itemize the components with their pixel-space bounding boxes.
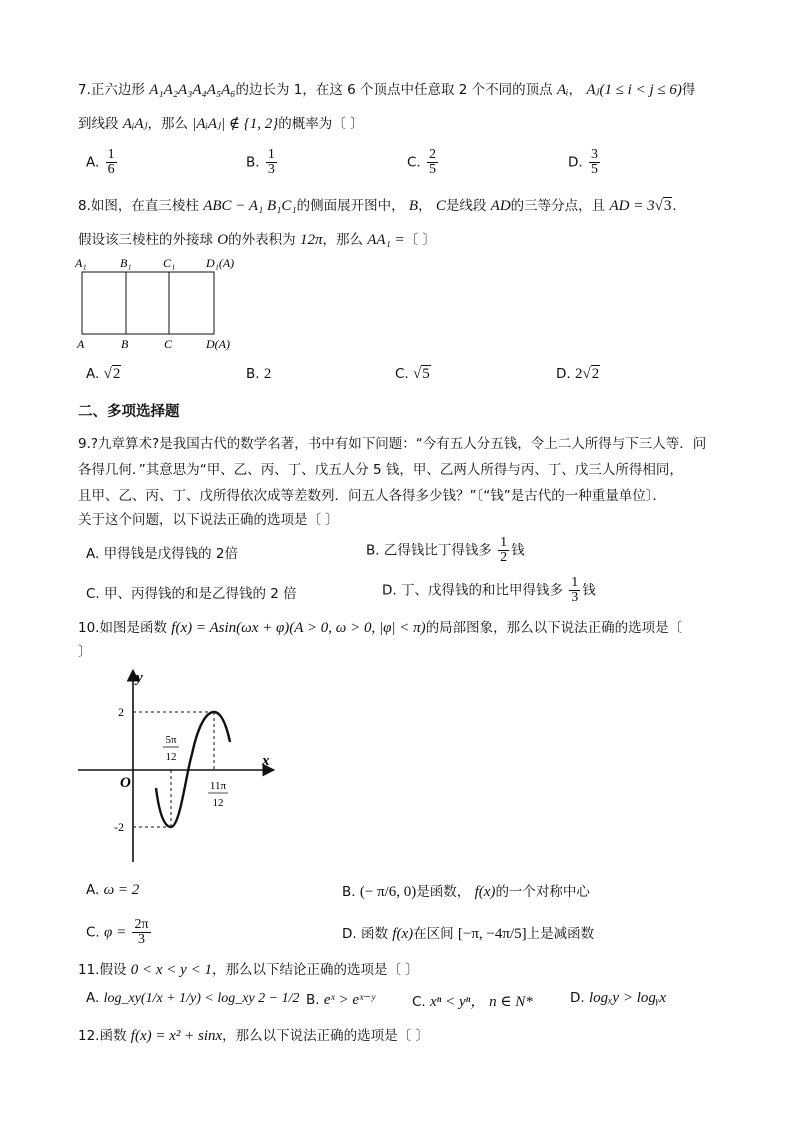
numerator: 3 — [590, 147, 598, 162]
fraction — [427, 148, 438, 177]
q7-text: 的边长为 1，在这 6 个顶点中任意取 2 个不同的顶点 — [235, 82, 553, 98]
q8-ad-equation: AD = 3 — [609, 198, 655, 214]
y-label: y — [136, 670, 143, 686]
option-text: 钱 — [582, 582, 596, 599]
fraction — [106, 148, 117, 177]
q7-text: ， — [568, 82, 583, 98]
q7-text: 7.正六边形 — [78, 82, 145, 98]
label-a: A — [77, 337, 85, 351]
option-text: D. 函数 — [342, 926, 388, 942]
q8-text: 8.如图，在直三棱柱 — [78, 198, 199, 214]
q8-unfolded-prism-figure — [72, 254, 242, 354]
fraction — [589, 148, 600, 177]
sqrt: √2 — [103, 366, 121, 382]
label-c: C — [164, 337, 173, 351]
option-math: φ = — [104, 924, 127, 941]
option-text: D. 丁、戊得钱的和比甲得钱多 — [382, 582, 563, 599]
numerator: 1 — [500, 535, 508, 550]
y-min-label: -2 — [114, 820, 124, 834]
radicand: 5 — [422, 366, 430, 382]
q7-ai-math: Aᵢ — [556, 82, 569, 98]
sqrt: 2√2 — [574, 366, 600, 382]
fraction — [266, 148, 277, 177]
q11-option-a[interactable] — [86, 990, 300, 1007]
q10-stem-line1 — [78, 616, 682, 637]
q8-stem-line1 — [78, 194, 686, 215]
option-math: f(x) — [474, 884, 496, 900]
label-d: D(A) — [206, 337, 230, 351]
option-label: C. — [407, 154, 421, 171]
option-text: 在区间 — [413, 926, 454, 942]
q10-text: 10.如图是函数 — [78, 620, 167, 636]
q7-hexagon-math: A₁A₂A₃A₄A₅A₆ — [149, 82, 236, 98]
q8-text: 的侧面展开图中， — [296, 198, 405, 214]
option-math: [−π, −4π/5] — [457, 926, 527, 942]
q8-text: 〔 〕 — [404, 232, 436, 248]
denominator: 3 — [571, 590, 579, 605]
sqrt: √3 — [654, 198, 672, 214]
option-label: D. — [570, 990, 585, 1006]
q10-text: 的局部图象，那么以下说法正确的选项是〔 — [425, 620, 683, 636]
q9-stem-line4: 关于这个问题，以下说法正确的选项是〔 〕 — [78, 512, 339, 528]
q7-text: 的概率为〔 〕 — [278, 116, 364, 132]
q7-text: 得 — [681, 82, 696, 98]
q8-text: ，那么 — [322, 232, 363, 248]
x2-numerator: 11π — [209, 780, 227, 792]
q9-option-a[interactable]: A. 甲得钱是戊得钱的 2倍 — [86, 546, 238, 562]
fraction — [132, 918, 150, 947]
section-heading-multiple-choice: 二、多项选择题 — [78, 404, 180, 420]
q10-function-graph — [72, 664, 287, 870]
option-text: 上是减函数 — [526, 926, 595, 942]
option-label: A. — [86, 154, 100, 171]
x-label: x — [262, 753, 270, 769]
denominator: 3 — [267, 162, 275, 177]
option-label: A. — [86, 366, 100, 382]
q7-stem-line2 — [78, 112, 364, 133]
denominator: 5 — [429, 162, 437, 177]
radicand: 2 — [112, 366, 121, 382]
option-text: 是函数， — [416, 884, 471, 900]
option-label: B. — [246, 154, 260, 171]
option-label: C. — [412, 994, 426, 1010]
q8-option-d[interactable] — [556, 366, 600, 383]
label-a1: A₁ — [75, 256, 87, 270]
q8-aa1: AA₁ = — [367, 232, 405, 248]
option-value: 2 — [263, 366, 272, 382]
q9-stem-line1: 9.?九章算术?是我国古代的数学名著，书中有如下问题：“今有五人分五钱，令上二人所得与下三人等．问 — [78, 436, 707, 452]
denominator: 6 — [107, 162, 115, 177]
q12-text: 12.函数 — [78, 1028, 127, 1044]
q8-text: 的外表积为 — [228, 232, 296, 248]
q11-condition-math: 0 < x < y < 1 — [130, 962, 212, 978]
label-b1: B₁ — [120, 256, 132, 270]
x1-denominator: 12 — [165, 751, 177, 763]
option-math: ω = 2 — [103, 882, 140, 898]
q8-option-a[interactable] — [86, 366, 121, 383]
q11-option-b[interactable] — [306, 990, 375, 1009]
q12-text: ，那么以下说法正确的选项是〔 〕 — [222, 1028, 429, 1044]
q10-option-d[interactable] — [342, 922, 594, 943]
q8-text: 是线段 — [445, 198, 487, 214]
q11-text: 11.假设 — [78, 962, 127, 978]
q10-option-c[interactable] — [86, 918, 153, 947]
denominator: 3 — [138, 932, 146, 947]
radicand: 2 — [591, 366, 600, 382]
q8-option-c[interactable] — [395, 366, 431, 383]
q12-stem — [78, 1024, 429, 1045]
option-label: C. — [395, 366, 409, 382]
q9-stem-line2: 各得几何．”其意思为“甲、乙、丙、丁、戊五人分 5 钱，甲、乙两人所得与丙、丁、戊三人所得相同， — [78, 462, 683, 478]
q8-text: ， — [418, 198, 432, 214]
q8-area: 12π — [299, 232, 323, 248]
q8-option-b[interactable] — [246, 366, 271, 383]
option-math: xⁿ < yⁿ， n ∈ N* — [430, 994, 533, 1010]
q7-aiaj-math: AᵢAⱼ — [122, 116, 148, 132]
y-max-label: 2 — [118, 705, 124, 719]
label-b: B — [121, 337, 129, 351]
q7-option-c[interactable] — [407, 148, 440, 177]
q9-option-c[interactable]: C. 甲、丙得钱的和是乙得钱的 2 倍 — [86, 586, 297, 602]
option-math: eˣ > eˣ⁻ʸ — [323, 992, 376, 1008]
denominator: 2 — [500, 550, 508, 565]
option-text: 的一个对称中心 — [495, 884, 590, 900]
radicand: 3 — [663, 198, 672, 214]
x2-denominator: 12 — [212, 797, 224, 809]
q8-point-b: B — [408, 198, 419, 214]
option-label: B. — [306, 992, 320, 1008]
option-math: log_xy(1/x + 1/y) < log_xy 2 − 1/2 — [103, 991, 300, 1006]
q7-condition-math: |AᵢAⱼ| ∉ {1, 2} — [192, 116, 279, 132]
q11-option-c[interactable] — [412, 990, 533, 1011]
q7-text: ，那么 — [147, 116, 188, 132]
q7-option-b[interactable] — [246, 148, 279, 177]
q11-text: ，那么以下结论正确的选项是〔 〕 — [211, 962, 419, 978]
q9-option-b[interactable] — [366, 536, 525, 565]
numerator: 1 — [267, 147, 275, 162]
numerator: 2π — [134, 917, 149, 932]
origin-label: O — [120, 775, 131, 791]
q7-option-a[interactable] — [86, 148, 119, 177]
denominator: 5 — [590, 162, 598, 177]
q11-stem — [78, 958, 419, 979]
numerator: 1 — [107, 147, 115, 162]
q8-sphere-o: O — [217, 232, 229, 248]
option-math: (− π/6, 0) — [359, 884, 417, 900]
q8-text: ． — [672, 198, 686, 214]
option-label: D. — [556, 366, 571, 382]
q8-text: 的三等分点，且 — [510, 198, 606, 214]
q9-stem-line3: 且甲、乙、丙、丁、戊所得依次成等差数列．问五人各得多少钱？”〔“钱”是古代的一种重量单位〕． — [78, 488, 666, 504]
label-d1: D₁(A) — [206, 256, 235, 270]
option-label: A. — [86, 882, 100, 898]
q10-function-math: f(x) = Asin(ωx + φ)(A > 0, ω > 0, |φ| < π) — [171, 620, 426, 636]
coefficient: 2 — [574, 366, 583, 382]
q10-stem-line2: 〕 — [78, 644, 92, 660]
label-c1: C₁ — [163, 256, 176, 270]
option-label: C. — [86, 924, 100, 941]
figure-outline — [82, 272, 214, 334]
q11-option-d[interactable] — [570, 990, 666, 1007]
q10-option-a[interactable] — [86, 882, 139, 899]
option-text: 钱 — [511, 542, 525, 559]
q8-stem-line2 — [78, 228, 436, 249]
q8-point-c: C — [435, 198, 446, 214]
option-label: B. — [246, 366, 260, 382]
q8-segment-ad: AD — [490, 198, 511, 214]
q7-option-d[interactable] — [568, 148, 602, 177]
option-label: D. — [568, 154, 583, 171]
q7-stem-line1 — [78, 78, 695, 99]
option-text: B. 乙得钱比丁得钱多 — [366, 542, 492, 559]
q8-prism-math: ABC − A₁ B₁C₁ — [203, 198, 297, 214]
q12-function-math: f(x) = x² + sinx — [130, 1028, 223, 1044]
q9-option-d[interactable] — [382, 576, 596, 605]
q7-text: 到线段 — [78, 116, 119, 132]
option-math: logₓy > logᵧx — [588, 990, 666, 1006]
sqrt: √5 — [413, 366, 430, 382]
option-label: A. — [86, 990, 100, 1006]
q7-aj-math: Aⱼ(1 ≤ i < j ≤ 6) — [586, 82, 682, 98]
numerator: 1 — [571, 575, 579, 590]
fraction — [569, 576, 580, 605]
x1-numerator: 5π — [165, 734, 177, 746]
option-math: f(x) — [392, 926, 414, 942]
numerator: 2 — [429, 147, 437, 162]
q10-option-b[interactable] — [342, 880, 590, 901]
q8-text: 假设该三棱柱的外接球 — [78, 232, 213, 248]
option-label: B. — [342, 884, 356, 900]
fraction — [498, 536, 509, 565]
